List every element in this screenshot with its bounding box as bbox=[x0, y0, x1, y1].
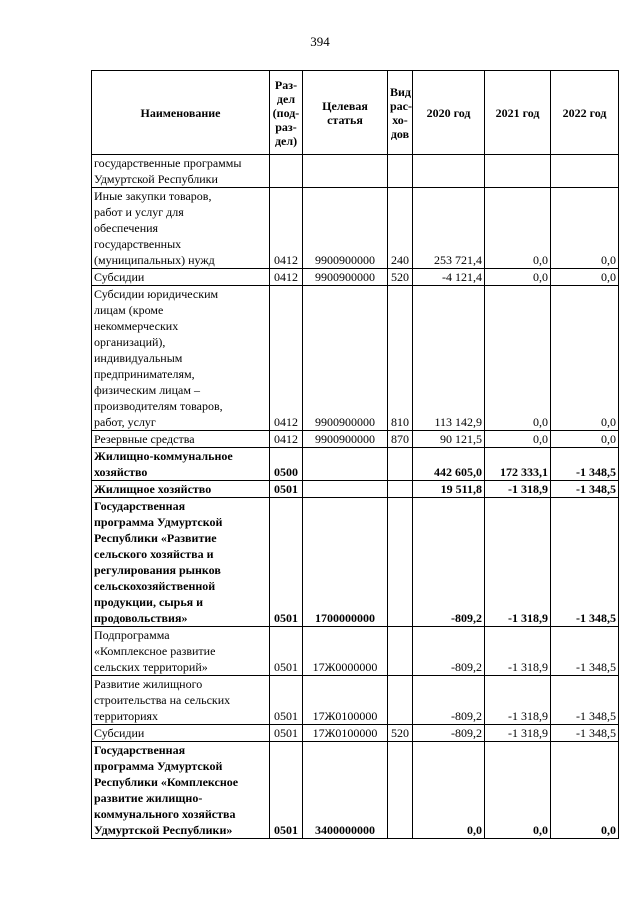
cell-y2021: 0,0 bbox=[485, 431, 551, 448]
table-row bbox=[92, 481, 619, 498]
cell-type bbox=[388, 498, 413, 627]
header-2020: 2020 год bbox=[413, 71, 485, 155]
cell-section: 0501 bbox=[270, 725, 303, 742]
cell-y2020: -4 121,4 bbox=[413, 269, 485, 286]
row-name-line: программа Удмуртской bbox=[94, 515, 223, 529]
cell-target bbox=[303, 481, 388, 498]
cell-section: 0412 bbox=[270, 188, 303, 269]
row-name-line: Удмуртской Республики bbox=[94, 172, 218, 186]
cell-y2020: 442 605,0 bbox=[413, 448, 485, 481]
cell-y2021 bbox=[485, 155, 551, 188]
cell-y2022: -1 348,5 bbox=[551, 725, 619, 742]
cell-target: 9900900000 bbox=[303, 188, 388, 269]
table-row bbox=[92, 431, 619, 448]
row-name-line: Республики «Комплексное bbox=[94, 775, 239, 789]
cell-y2021: -1 318,9 bbox=[485, 676, 551, 725]
cell-section: 0501 bbox=[270, 676, 303, 725]
row-name-line: регулирования рынков bbox=[94, 563, 221, 577]
cell-type bbox=[388, 742, 413, 839]
table-row bbox=[92, 676, 619, 725]
cell-type bbox=[388, 627, 413, 676]
row-name bbox=[92, 676, 270, 725]
row-name-line: развитие жилищно- bbox=[94, 791, 203, 805]
row-name-line: Государственная bbox=[94, 743, 186, 757]
cell-y2022: 0,0 bbox=[551, 742, 619, 839]
row-name-line: обеспечения bbox=[94, 221, 159, 235]
row-name-line: сельскохозяйственной bbox=[94, 579, 216, 593]
row-name bbox=[92, 627, 270, 676]
cell-type bbox=[388, 448, 413, 481]
cell-type: 520 bbox=[388, 725, 413, 742]
table-row bbox=[92, 725, 619, 742]
cell-section: 0412 bbox=[270, 286, 303, 431]
cell-y2022: 0,0 bbox=[551, 286, 619, 431]
cell-y2020 bbox=[413, 155, 485, 188]
row-name bbox=[92, 742, 270, 839]
row-name-line: Жилищно-коммунальное bbox=[94, 449, 233, 463]
row-name-line: производителям товаров, bbox=[94, 399, 223, 413]
row-name-line: продовольствия» bbox=[94, 611, 188, 625]
cell-y2021: -1 318,9 bbox=[485, 725, 551, 742]
cell-y2020: -809,2 bbox=[413, 627, 485, 676]
row-name-line: территориях bbox=[94, 709, 159, 723]
cell-y2021: 172 333,1 bbox=[485, 448, 551, 481]
cell-y2020: -809,2 bbox=[413, 498, 485, 627]
cell-y2020: 113 142,9 bbox=[413, 286, 485, 431]
cell-y2020: 19 511,8 bbox=[413, 481, 485, 498]
cell-y2021: 0,0 bbox=[485, 742, 551, 839]
cell-y2021: 0,0 bbox=[485, 188, 551, 269]
row-name-line: физическим лицам – bbox=[94, 383, 200, 397]
cell-section: 0412 bbox=[270, 269, 303, 286]
row-name-line: предпринимателям, bbox=[94, 367, 195, 381]
header-row bbox=[92, 71, 619, 155]
cell-section: 0500 bbox=[270, 448, 303, 481]
cell-y2022: -1 348,5 bbox=[551, 627, 619, 676]
header-2022: 2022 год bbox=[551, 71, 619, 155]
table-row bbox=[92, 627, 619, 676]
cell-y2021: -1 318,9 bbox=[485, 498, 551, 627]
row-name-line: программа Удмуртской bbox=[94, 759, 223, 773]
cell-target: 9900900000 bbox=[303, 269, 388, 286]
header-2021: 2021 год bbox=[485, 71, 551, 155]
row-name bbox=[92, 155, 270, 188]
cell-target: 17Ж0100000 bbox=[303, 725, 388, 742]
cell-section: 0501 bbox=[270, 481, 303, 498]
cell-y2022: -1 348,5 bbox=[551, 481, 619, 498]
cell-target: 1700000000 bbox=[303, 498, 388, 627]
row-name bbox=[92, 498, 270, 627]
header-section: Раз- дел (под- раз- дел) bbox=[270, 71, 303, 155]
row-name-line: продукции, сырья и bbox=[94, 595, 204, 609]
cell-section: 0501 bbox=[270, 498, 303, 627]
row-name-line: Субсидии bbox=[94, 270, 145, 284]
cell-type: 240 bbox=[388, 188, 413, 269]
cell-y2022: -1 348,5 bbox=[551, 676, 619, 725]
cell-target: 9900900000 bbox=[303, 431, 388, 448]
row-name-line: строительства на сельских bbox=[94, 693, 231, 707]
cell-type: 810 bbox=[388, 286, 413, 431]
row-name-line: Подпрограмма bbox=[94, 628, 170, 642]
row-name-line: сельского хозяйства и bbox=[94, 547, 214, 561]
row-name bbox=[92, 431, 270, 448]
cell-y2020: 253 721,4 bbox=[413, 188, 485, 269]
table-row bbox=[92, 269, 619, 286]
table-row bbox=[92, 286, 619, 431]
header-name: Наименование bbox=[92, 71, 270, 155]
cell-y2022: 0,0 bbox=[551, 431, 619, 448]
table-row bbox=[92, 498, 619, 627]
row-name bbox=[92, 188, 270, 269]
cell-y2020: 90 121,5 bbox=[413, 431, 485, 448]
row-name-line: хозяйство bbox=[94, 465, 148, 479]
row-name-line: Жилищное хозяйство bbox=[94, 482, 212, 496]
row-name-line: некоммерческих bbox=[94, 319, 179, 333]
row-name-line: Иные закупки товаров, bbox=[94, 189, 212, 203]
cell-y2022: 0,0 bbox=[551, 269, 619, 286]
cell-target bbox=[303, 155, 388, 188]
row-name-line: государственные программы bbox=[94, 156, 242, 170]
cell-target: 17Ж0100000 bbox=[303, 676, 388, 725]
row-name-line: работ и услуг для bbox=[94, 205, 184, 219]
cell-target: 17Ж0000000 bbox=[303, 627, 388, 676]
cell-y2022: -1 348,5 bbox=[551, 498, 619, 627]
row-name-line: Субсидии юридическим bbox=[94, 287, 219, 301]
cell-type bbox=[388, 676, 413, 725]
cell-y2022 bbox=[551, 155, 619, 188]
cell-type bbox=[388, 155, 413, 188]
row-name bbox=[92, 286, 270, 431]
table-row bbox=[92, 155, 619, 188]
cell-target: 9900900000 bbox=[303, 286, 388, 431]
cell-section: 0412 bbox=[270, 431, 303, 448]
page-number: 394 bbox=[310, 34, 330, 49]
cell-y2021: 0,0 bbox=[485, 286, 551, 431]
row-name-line: Развитие жилищного bbox=[94, 677, 203, 691]
row-name-line: государственных bbox=[94, 237, 182, 251]
cell-target bbox=[303, 448, 388, 481]
row-name-line: Республики «Развитие bbox=[94, 531, 217, 545]
cell-section: 0501 bbox=[270, 742, 303, 839]
row-name bbox=[92, 448, 270, 481]
row-name-line: сельских территорий» bbox=[94, 660, 208, 674]
cell-y2020: 0,0 bbox=[413, 742, 485, 839]
row-name-line: Государственная bbox=[94, 499, 186, 513]
row-name-line: Резервные средства bbox=[94, 432, 195, 446]
cell-y2021: -1 318,9 bbox=[485, 627, 551, 676]
header-expense-type: Вид рас- хо- дов bbox=[388, 71, 413, 155]
cell-section bbox=[270, 155, 303, 188]
cell-type: 520 bbox=[388, 269, 413, 286]
cell-y2020: -809,2 bbox=[413, 676, 485, 725]
row-name-line: индивидуальным bbox=[94, 351, 183, 365]
cell-y2020: -809,2 bbox=[413, 725, 485, 742]
header-target: Целевая статья bbox=[303, 71, 388, 155]
row-name bbox=[92, 269, 270, 286]
cell-y2021: -1 318,9 bbox=[485, 481, 551, 498]
cell-type bbox=[388, 481, 413, 498]
row-name bbox=[92, 725, 270, 742]
table-row bbox=[92, 188, 619, 269]
cell-type: 870 bbox=[388, 431, 413, 448]
row-name-line: лицам (кроме bbox=[94, 303, 164, 317]
row-name bbox=[92, 481, 270, 498]
cell-y2022: 0,0 bbox=[551, 188, 619, 269]
table-row bbox=[92, 742, 619, 839]
row-name-line: коммунального хозяйства bbox=[94, 807, 236, 821]
row-name-line: Удмуртской Республики» bbox=[94, 823, 233, 837]
cell-target: 3400000000 bbox=[303, 742, 388, 839]
budget-table bbox=[91, 70, 619, 839]
row-name-line: Субсидии bbox=[94, 726, 145, 740]
cell-y2022: -1 348,5 bbox=[551, 448, 619, 481]
table-body bbox=[92, 155, 619, 839]
row-name-line: работ, услуг bbox=[94, 415, 156, 429]
row-name-line: организаций), bbox=[94, 335, 166, 349]
row-name-line: «Комплексное развитие bbox=[94, 644, 216, 658]
row-name-line: (муниципальных) нужд bbox=[94, 253, 215, 267]
cell-section: 0501 bbox=[270, 627, 303, 676]
table-row bbox=[92, 448, 619, 481]
cell-y2021: 0,0 bbox=[485, 269, 551, 286]
